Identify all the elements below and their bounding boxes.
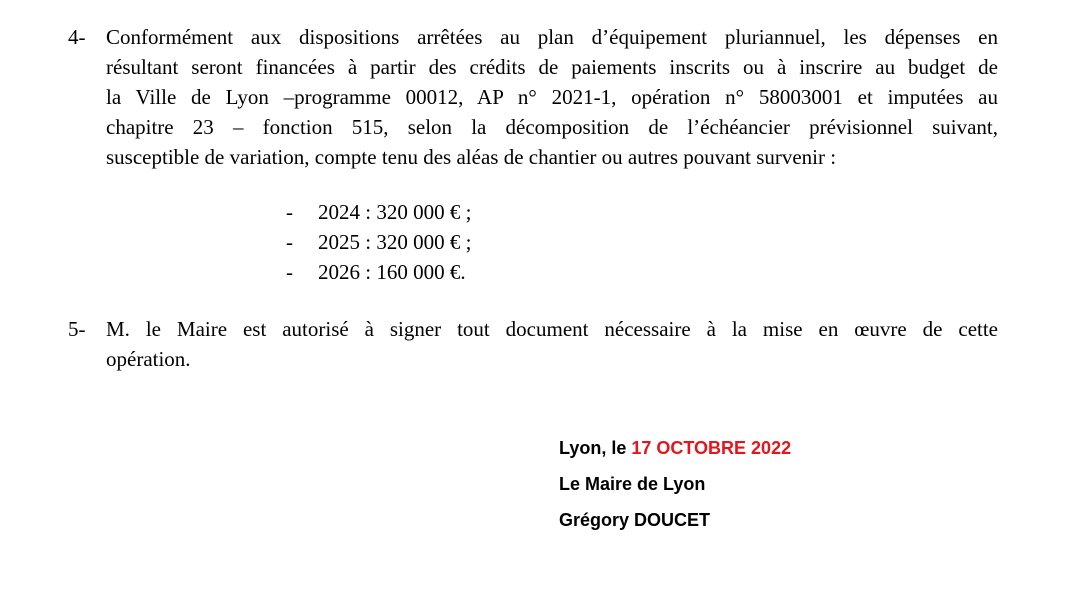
signature-place: Lyon, le <box>559 438 632 458</box>
list-dash: - <box>286 260 293 284</box>
article-line: susceptible de variation, compte tenu des aléas de chantier ou autres pouvant survenir : <box>106 145 837 169</box>
article-line: résultant seront financées à partir des crédits de paiements inscrits ou à inscrire au budget de <box>106 55 998 79</box>
article-line: opération. <box>106 347 191 371</box>
signature-place-date <box>559 430 791 466</box>
schedule-item <box>286 257 471 287</box>
article-5 <box>68 314 998 374</box>
list-dash: - <box>286 230 293 254</box>
article-text <box>106 314 998 374</box>
article-line: Conformément aux dispositions arrêtées au plan d’équipement pluriannuel, les dépenses en <box>106 25 998 49</box>
signature-title: Le Maire de Lyon <box>559 474 706 494</box>
article-number: 4- <box>68 25 86 49</box>
article-4 <box>68 22 998 172</box>
schedule-text: 2026 : 160 000 €. <box>318 260 466 284</box>
schedule-item <box>286 227 471 257</box>
schedule-item <box>286 197 471 227</box>
signature-name: Grégory DOUCET <box>559 510 711 530</box>
article-line: M. le Maire est autorisé à signer tout document nécessaire à la mise en œuvre de cette <box>106 317 998 341</box>
signature-date: 17 OCTOBRE 2022 <box>631 438 792 458</box>
article-text <box>106 22 998 172</box>
article-number: 5- <box>68 317 86 341</box>
payment-schedule <box>286 197 471 287</box>
list-dash: - <box>286 200 293 224</box>
signature-block <box>559 430 791 538</box>
article-line: chapitre 23 – fonction 515, selon la décomposition de l’échéancier prévisionnel suivant, <box>106 115 998 139</box>
schedule-text: 2025 : 320 000 € ; <box>318 230 472 254</box>
schedule-text: 2024 : 320 000 € ; <box>318 200 472 224</box>
article-line: la Ville de Lyon –programme 00012, AP n° 2021-1, opération n° 58003001 et imputées au <box>106 85 998 109</box>
